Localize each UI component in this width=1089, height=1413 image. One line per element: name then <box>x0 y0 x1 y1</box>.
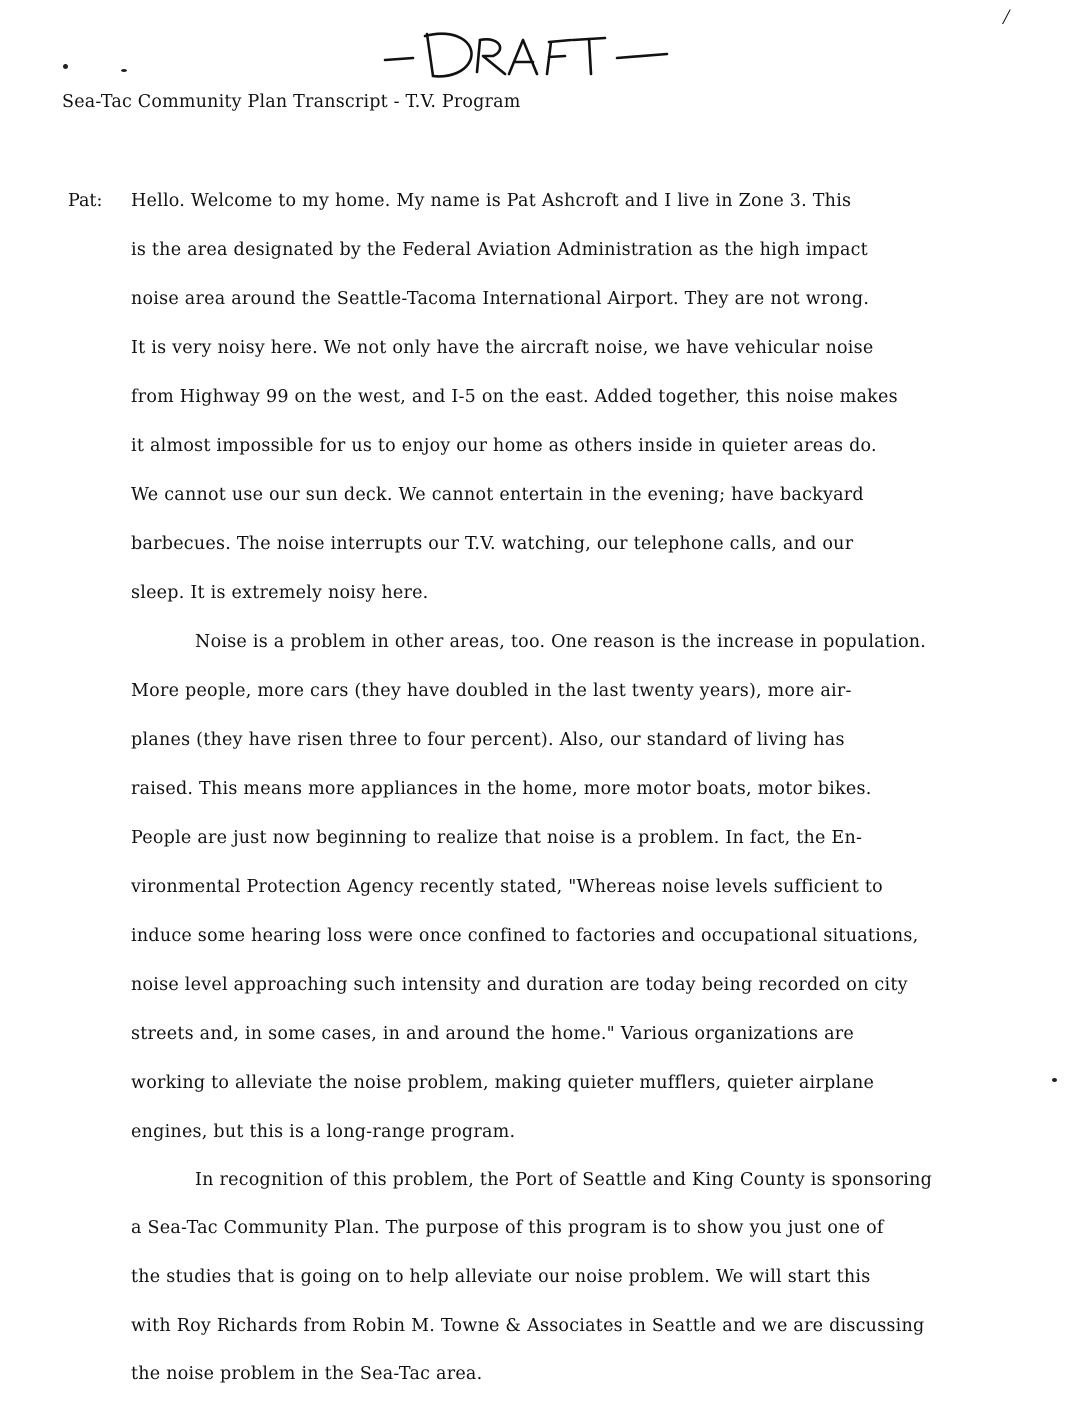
transcript-line: Hello. Welcome to my home. My name is Pat Ashcroft and I live in Zone 3. This <box>131 191 852 211</box>
transcript-line: sleep. It is extremely noisy here. <box>131 583 429 603</box>
page-number: / <box>1003 4 1010 29</box>
transcript-line: We cannot use our sun deck. We cannot entertain in the evening; have backyard <box>131 485 864 505</box>
transcript-line: People are just now beginning to realize that noise is a problem. In fact, the En- <box>131 828 863 848</box>
transcript-line: barbecues. The noise interrupts our T.V. watching, our telephone calls, and our <box>131 534 854 554</box>
transcript-line: It is very noisy here. We not only have the aircraft noise, we have vehicular noise <box>131 338 874 358</box>
transcript-line: a Sea-Tac Community Plan. The purpose of this program is to show you just one of <box>131 1218 884 1238</box>
transcript-line: streets and, in some cases, in and around the home." Various organizations are <box>131 1024 855 1044</box>
transcript-line: In recognition of this problem, the Port of Seattle and King County is sponsoring <box>195 1170 933 1190</box>
transcript-line: it almost impossible for us to enjoy our home as others inside in quieter areas do. <box>131 436 877 456</box>
transcript-line: induce some hearing loss were once confined to factories and occupational situations, <box>131 926 919 946</box>
transcript-line: with Roy Richards from Robin M. Towne & Associates in Seattle and we are discussing <box>131 1316 925 1336</box>
transcript-line: noise level approaching such intensity and duration are today being recorded on city <box>131 975 908 995</box>
transcript-line: the studies that is going on to help alleviate our noise problem. We will start this <box>131 1267 871 1287</box>
transcript-line: engines, but this is a long-range program. <box>131 1122 516 1142</box>
transcript-line: from Highway 99 on the west, and I-5 on the east. Added together, this noise makes <box>131 387 898 407</box>
transcript-line: planes (they have risen three to four percent). Also, our standard of living has <box>131 730 845 750</box>
scan-speck <box>1052 1078 1057 1082</box>
scan-speck <box>121 69 127 72</box>
speaker-label: Pat: <box>68 191 103 211</box>
transcript-line: is the area designated by the Federal Aviation Administration as the high impact <box>131 240 868 260</box>
scan-speck <box>63 64 68 69</box>
transcript-line: noise area around the Seattle-Tacoma International Airport. They are not wrong. <box>131 289 870 309</box>
transcript-line: working to alleviate the noise problem, making quieter mufflers, quieter airplane <box>131 1073 875 1093</box>
document-title: Sea-Tac Community Plan Transcript - T.V. Program <box>62 92 521 112</box>
transcript-line: vironmental Protection Agency recently stated, "Whereas noise levels sufficient to <box>131 877 883 897</box>
transcript-line: More people, more cars (they have doubled in the last twenty years), more air- <box>131 681 852 701</box>
draft-handwritten-mark <box>383 20 673 90</box>
transcript-line: raised. This means more appliances in the home, more motor boats, motor bikes. <box>131 779 872 799</box>
transcript-line: the noise problem in the Sea-Tac area. <box>131 1364 483 1384</box>
transcript-line: Noise is a problem in other areas, too. One reason is the increase in population. <box>195 632 927 652</box>
